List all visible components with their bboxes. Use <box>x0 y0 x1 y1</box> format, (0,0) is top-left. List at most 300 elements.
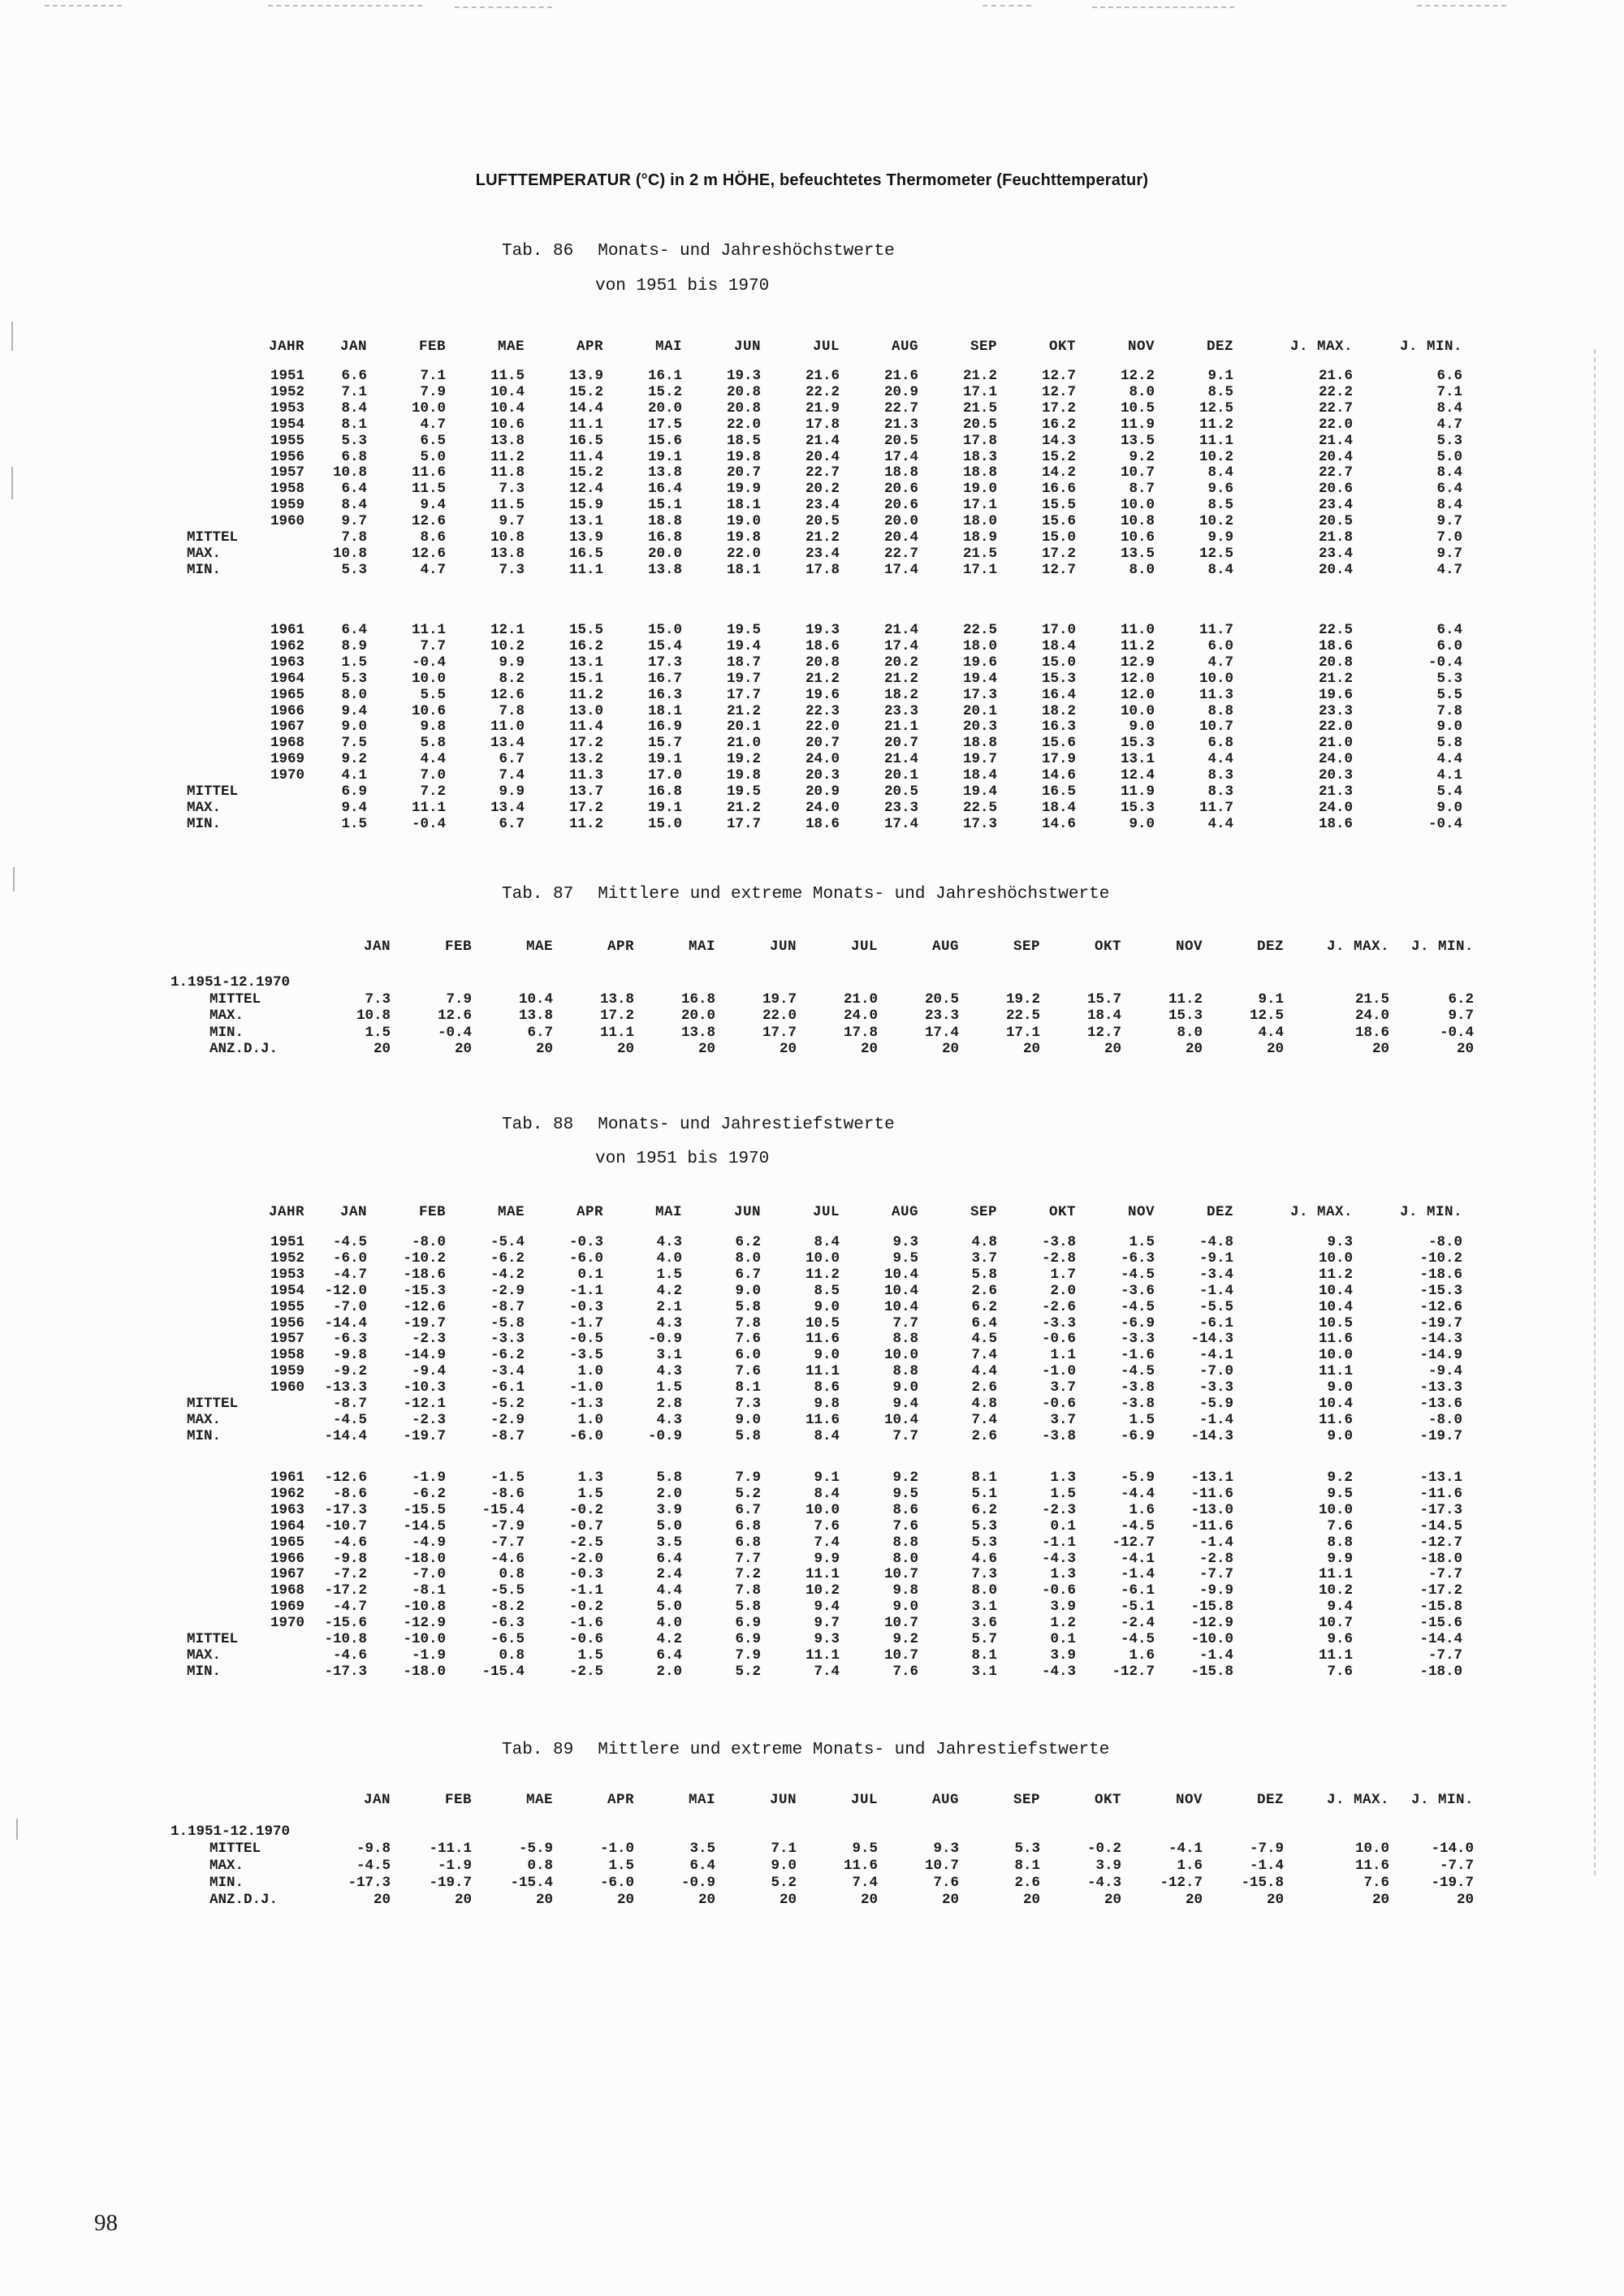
value-cell: -4.7 <box>332 1599 367 1616</box>
value-cell: 5.3 <box>971 1534 997 1551</box>
value-cell: 12.5 <box>1199 545 1233 562</box>
row-label: 1953 <box>270 399 304 416</box>
value-cell: 9.3 <box>814 1631 840 1648</box>
value-cell: 20.6 <box>883 481 918 498</box>
value-cell: -2.9 <box>490 1282 525 1299</box>
value-cell: 10.4 <box>883 1266 918 1283</box>
value-cell: 2.6 <box>1014 1875 1040 1891</box>
value-cell: -10.7 <box>324 1517 367 1534</box>
value-cell: 11.3 <box>568 767 603 784</box>
value-cell: -12.7 <box>1112 1663 1155 1680</box>
value-cell: 15.2 <box>568 464 603 481</box>
value-cell: 10.8 <box>490 529 525 546</box>
value-cell: 7.2 <box>735 1566 761 1583</box>
column-header: J. MAX. <box>1326 1792 1389 1808</box>
value-cell: 8.9 <box>341 637 367 654</box>
value-cell: 7.0 <box>1436 529 1462 546</box>
column-header: JAN <box>363 1792 391 1808</box>
value-cell: -14.0 <box>1431 1841 1474 1857</box>
period-label: 1.1951-12.1970 <box>171 974 291 990</box>
value-cell: 6.4 <box>656 1646 682 1664</box>
value-cell: -6.9 <box>1120 1427 1155 1444</box>
page-number: 98 <box>94 2210 118 2236</box>
row-label: MAX. <box>187 799 222 816</box>
value-cell: 1.3 <box>1050 1566 1076 1583</box>
value-cell: 17.8 <box>962 432 997 449</box>
value-cell: 20 <box>860 1892 878 1908</box>
value-cell: -15.5 <box>403 1501 446 1518</box>
value-cell: -2.5 <box>568 1534 603 1551</box>
row-label: MAX. <box>209 1008 244 1024</box>
value-cell: 20 <box>1185 1041 1203 1057</box>
table-row <box>110 1331 1462 1348</box>
value-cell: 12.5 <box>1199 399 1233 416</box>
value-cell: 20 <box>1185 1892 1203 1908</box>
value-cell: 9.0 <box>892 1599 918 1616</box>
value-cell: 9.0 <box>341 719 367 736</box>
value-cell: 21.2 <box>962 368 997 384</box>
value-cell: 6.8 <box>735 1517 761 1534</box>
value-cell: -0.3 <box>568 1566 603 1583</box>
value-cell: 19.6 <box>962 654 997 671</box>
value-cell: 17.3 <box>962 686 997 703</box>
table-row <box>110 1875 1474 1892</box>
value-cell: 20 <box>779 1892 797 1908</box>
value-cell: -2.3 <box>411 1331 446 1348</box>
value-cell: 9.2 <box>341 751 367 768</box>
value-cell: 21.8 <box>1318 529 1353 546</box>
value-cell: 14.6 <box>1041 767 1076 784</box>
value-cell: 17.4 <box>883 637 918 654</box>
value-cell: 9.4 <box>814 1599 840 1616</box>
value-cell: 5.2 <box>771 1875 797 1891</box>
row-label: 1960 <box>270 1379 304 1396</box>
value-cell: 12.4 <box>568 481 603 498</box>
value-cell: -2.4 <box>1120 1615 1155 1632</box>
value-cell: 10.6 <box>1120 529 1155 546</box>
value-cell: 23.3 <box>883 702 918 719</box>
value-cell: 21.2 <box>805 670 840 687</box>
value-cell: -1.1 <box>568 1582 603 1599</box>
value-cell: 16.6 <box>1041 481 1076 498</box>
value-cell: 11.4 <box>568 719 603 736</box>
value-cell: 4.0 <box>656 1249 682 1267</box>
value-cell: 23.4 <box>805 545 840 562</box>
value-cell: 20.7 <box>805 735 840 752</box>
value-cell: -14.4 <box>1419 1631 1462 1648</box>
value-cell: 11.1 <box>1199 432 1233 449</box>
table-row <box>110 1235 1462 1251</box>
value-cell: -4.5 <box>1120 1631 1155 1648</box>
value-cell: -19.7 <box>1431 1875 1474 1891</box>
value-cell: -10.3 <box>403 1379 446 1396</box>
value-cell: -4.8 <box>1199 1234 1233 1250</box>
value-cell: -13.0 <box>1190 1501 1233 1518</box>
value-cell: 1.0 <box>577 1411 603 1428</box>
value-cell: 6.8 <box>1207 735 1233 752</box>
value-cell: 13.5 <box>1120 545 1155 562</box>
row-label: MITTEL <box>187 1631 239 1648</box>
value-cell: 3.9 <box>1050 1646 1076 1664</box>
table-row <box>110 1823 1474 1841</box>
value-cell: 6.5 <box>420 432 446 449</box>
value-cell: 1.3 <box>577 1470 603 1486</box>
value-cell: -8.2 <box>490 1599 525 1616</box>
value-cell: -1.4 <box>1199 1646 1233 1664</box>
column-header: MAI <box>688 1792 715 1808</box>
value-cell: 5.3 <box>971 1517 997 1534</box>
value-cell: 7.9 <box>420 383 446 400</box>
value-cell: 13.8 <box>680 1024 715 1041</box>
value-cell: 1.5 <box>1050 1485 1076 1502</box>
value-cell: 22.0 <box>805 719 840 736</box>
value-cell: 19.1 <box>647 448 682 465</box>
value-cell: -1.4 <box>1199 1534 1233 1551</box>
value-cell: 22.7 <box>1318 399 1353 416</box>
column-header: MAI <box>654 1204 682 1220</box>
value-cell: 20.9 <box>883 383 918 400</box>
row-label: 1951 <box>270 1234 304 1250</box>
value-cell: 1.7 <box>1050 1266 1076 1283</box>
table-row <box>110 450 1462 466</box>
row-label: 1958 <box>270 1347 304 1364</box>
tab86-caption-title: Monats- und Jahreshöchstwerte <box>598 242 895 261</box>
value-cell: -15.8 <box>1241 1875 1284 1891</box>
header-row <box>110 939 1474 955</box>
table-row <box>110 1008 1474 1025</box>
value-cell: 15.5 <box>1041 497 1076 514</box>
value-cell: -12.0 <box>324 1282 367 1299</box>
value-cell: 4.1 <box>341 767 367 784</box>
value-cell: -1.9 <box>411 1646 446 1664</box>
value-cell: 4.4 <box>1258 1024 1284 1041</box>
value-cell: 11.8 <box>490 464 525 481</box>
row-label: MITTEL <box>187 783 239 801</box>
column-header: JAHR <box>268 339 304 355</box>
value-cell: 11.1 <box>568 561 603 578</box>
value-cell: -0.4 <box>1427 654 1462 671</box>
value-cell: -6.1 <box>1199 1314 1233 1331</box>
value-cell: -6.0 <box>568 1427 603 1444</box>
value-cell: 15.3 <box>1041 670 1076 687</box>
value-cell: 10.7 <box>1318 1615 1353 1632</box>
table-row <box>110 1380 1462 1396</box>
value-cell: 1.5 <box>577 1485 603 1502</box>
value-cell: 1.5 <box>1129 1234 1155 1250</box>
value-cell: -19.7 <box>403 1314 446 1331</box>
value-cell: 7.8 <box>341 529 367 546</box>
value-cell: 13.9 <box>568 529 603 546</box>
value-cell: 18.3 <box>962 448 997 465</box>
table-row <box>110 1396 1462 1413</box>
row-label: MAX. <box>187 545 222 562</box>
table-row <box>110 546 1462 563</box>
table-row <box>110 1616 1462 1632</box>
value-cell: 4.3 <box>656 1411 682 1428</box>
value-cell: 21.2 <box>1318 670 1353 687</box>
value-cell: 18.1 <box>647 702 682 719</box>
value-cell: 11.3 <box>1199 686 1233 703</box>
value-cell: -12.7 <box>1112 1534 1155 1551</box>
value-cell: 20.5 <box>924 990 959 1008</box>
value-cell: -14.4 <box>324 1314 367 1331</box>
row-label: 1957 <box>270 464 304 481</box>
value-cell: 20 <box>1104 1041 1121 1057</box>
value-cell: -1.5 <box>490 1470 525 1486</box>
value-cell: 20 <box>1022 1041 1040 1057</box>
value-cell: 8.5 <box>1207 383 1233 400</box>
value-cell: 10.8 <box>332 545 367 562</box>
value-cell: 5.3 <box>1436 432 1462 449</box>
value-cell: 10.6 <box>411 702 446 719</box>
value-cell: 1.1 <box>1050 1347 1076 1364</box>
value-cell: 7.3 <box>735 1396 761 1413</box>
value-cell: 12.9 <box>1120 654 1155 671</box>
value-cell: -17.3 <box>348 1875 391 1891</box>
value-cell: 9.0 <box>735 1282 761 1299</box>
value-cell: 11.9 <box>1120 416 1155 433</box>
value-cell: 6.4 <box>1436 481 1462 498</box>
value-cell: 17.1 <box>1005 1024 1040 1041</box>
value-cell: 11.5 <box>490 497 525 514</box>
value-cell: 6.8 <box>735 1534 761 1551</box>
value-cell: 5.8 <box>735 1427 761 1444</box>
value-cell: 9.8 <box>420 719 446 736</box>
value-cell: 8.6 <box>420 529 446 546</box>
value-cell: 9.0 <box>771 1858 797 1874</box>
value-cell: 10.8 <box>356 1008 391 1024</box>
value-cell: 21.2 <box>726 702 761 719</box>
value-cell: 5.8 <box>420 735 446 752</box>
value-cell: 23.4 <box>1318 497 1353 514</box>
value-cell: 8.6 <box>814 1379 840 1396</box>
value-cell: 8.0 <box>1129 383 1155 400</box>
column-header: NOV <box>1127 1204 1155 1220</box>
value-cell: 11.6 <box>805 1411 840 1428</box>
value-cell: 21.4 <box>805 432 840 449</box>
value-cell: 21.0 <box>726 735 761 752</box>
value-cell: 9.4 <box>1327 1599 1353 1616</box>
value-cell: 2.6 <box>971 1427 997 1444</box>
column-header: JUL <box>812 339 840 355</box>
row-label: 1953 <box>270 1266 304 1283</box>
value-cell: 21.4 <box>1318 432 1353 449</box>
value-cell: -4.5 <box>332 1411 367 1428</box>
value-cell: 20 <box>373 1041 391 1057</box>
value-cell: 20 <box>1456 1041 1474 1057</box>
value-cell: -3.3 <box>1199 1379 1233 1396</box>
value-cell: 11.1 <box>805 1646 840 1664</box>
value-cell: 20 <box>860 1041 878 1057</box>
value-cell: -18.0 <box>1419 1663 1462 1680</box>
value-cell: -5.4 <box>490 1234 525 1250</box>
value-cell: 13.1 <box>568 513 603 530</box>
tab89-caption-number: Tab. 89 <box>502 1741 574 1759</box>
value-cell: 20.9 <box>805 783 840 801</box>
column-header: JUN <box>769 939 797 955</box>
value-cell: 13.2 <box>568 751 603 768</box>
value-cell: 13.0 <box>568 702 603 719</box>
tab88-caption <box>502 1116 895 1134</box>
table-row <box>110 1470 1462 1487</box>
value-cell: 12.1 <box>490 622 525 638</box>
row-label: ANZ.D.J. <box>209 1892 279 1908</box>
value-cell: -12.9 <box>1190 1615 1233 1632</box>
value-cell: -10.0 <box>403 1631 446 1648</box>
value-cell: -15.4 <box>482 1663 525 1680</box>
value-cell: 17.2 <box>568 735 603 752</box>
column-header: NOV <box>1175 939 1203 955</box>
value-cell: 10.6 <box>490 416 525 433</box>
value-cell: 18.8 <box>962 464 997 481</box>
value-cell: 15.2 <box>1041 448 1076 465</box>
row-label: 1969 <box>270 1599 304 1616</box>
value-cell: 11.1 <box>1318 1566 1353 1583</box>
value-cell: 11.2 <box>568 815 603 832</box>
value-cell: 9.7 <box>341 513 367 530</box>
value-cell: 15.3 <box>1120 799 1155 816</box>
value-cell: 9.7 <box>1448 1008 1474 1024</box>
row-label: 1960 <box>270 513 304 530</box>
table-row <box>110 768 1462 784</box>
value-cell: -4.1 <box>1168 1841 1203 1857</box>
value-cell: -19.7 <box>403 1427 446 1444</box>
value-cell: 5.0 <box>656 1517 682 1534</box>
value-cell: -3.8 <box>1041 1234 1076 1250</box>
row-label: 1966 <box>270 1550 304 1567</box>
value-cell: -15.4 <box>510 1875 553 1891</box>
row-label: 1952 <box>270 383 304 400</box>
value-cell: 9.0 <box>1436 799 1462 816</box>
value-cell: -1.9 <box>437 1858 472 1874</box>
value-cell: 5.0 <box>1436 448 1462 465</box>
value-cell: 4.8 <box>971 1234 997 1250</box>
column-header: FEB <box>444 939 472 955</box>
value-cell: 9.6 <box>1207 481 1233 498</box>
value-cell: 11.6 <box>1318 1411 1353 1428</box>
table-row <box>110 1348 1462 1364</box>
value-cell: -1.4 <box>1249 1858 1284 1874</box>
value-cell: 10.8 <box>332 464 367 481</box>
scan-artifact <box>983 5 1031 6</box>
value-cell: -4.5 <box>1120 1363 1155 1380</box>
value-cell: -1.0 <box>1041 1363 1076 1380</box>
value-cell: 6.2 <box>971 1298 997 1315</box>
column-header: MAI <box>654 339 682 355</box>
value-cell: 10.4 <box>490 383 525 400</box>
value-cell: 7.7 <box>420 637 446 654</box>
column-header: JAN <box>339 339 367 355</box>
value-cell: 9.2 <box>1129 448 1155 465</box>
value-cell: 9.9 <box>814 1550 840 1567</box>
value-cell: 4.3 <box>656 1363 682 1380</box>
value-cell: 16.8 <box>647 783 682 801</box>
value-cell: 7.3 <box>971 1566 997 1583</box>
column-header: JUL <box>850 1792 878 1808</box>
value-cell: -0.3 <box>568 1298 603 1315</box>
value-cell: -11.6 <box>1419 1485 1462 1502</box>
value-cell: 16.9 <box>647 719 682 736</box>
value-cell: 11.9 <box>1120 783 1155 801</box>
value-cell: -1.3 <box>568 1396 603 1413</box>
value-cell: 20 <box>1371 1041 1389 1057</box>
value-cell: 7.0 <box>420 767 446 784</box>
value-cell: -18.0 <box>403 1550 446 1567</box>
column-header: AUG <box>891 1204 918 1220</box>
value-cell: 16.5 <box>568 545 603 562</box>
value-cell: 11.0 <box>490 719 525 736</box>
value-cell: 15.9 <box>568 497 603 514</box>
row-label: 1954 <box>270 416 304 433</box>
value-cell: 23.3 <box>883 799 918 816</box>
value-cell: -15.6 <box>1419 1615 1462 1632</box>
value-cell: 3.1 <box>656 1347 682 1364</box>
value-cell: 11.2 <box>568 686 603 703</box>
value-cell: 6.4 <box>971 1314 997 1331</box>
value-cell: 9.8 <box>814 1396 840 1413</box>
value-cell: 10.0 <box>805 1249 840 1267</box>
value-cell: 4.6 <box>971 1550 997 1567</box>
value-cell: 23.3 <box>924 1008 959 1024</box>
value-cell: 6.8 <box>341 448 367 465</box>
value-cell: 10.2 <box>490 637 525 654</box>
value-cell: -0.2 <box>1086 1841 1121 1857</box>
value-cell: -5.5 <box>490 1582 525 1599</box>
value-cell: 11.7 <box>1199 799 1233 816</box>
value-cell: 10.2 <box>1318 1582 1353 1599</box>
value-cell: 11.2 <box>1120 637 1155 654</box>
table-row <box>110 1267 1462 1284</box>
table-row <box>110 1841 1474 1858</box>
column-header: AUG <box>931 1792 959 1808</box>
value-cell: 7.6 <box>1363 1875 1389 1891</box>
value-cell: 19.5 <box>726 622 761 638</box>
value-cell: 20 <box>616 1892 634 1908</box>
value-cell: 7.3 <box>499 481 525 498</box>
value-cell: -7.7 <box>1199 1566 1233 1583</box>
row-label: 1968 <box>270 735 304 752</box>
value-cell: 14.2 <box>1041 464 1076 481</box>
value-cell: 7.7 <box>735 1550 761 1567</box>
value-cell: -0.9 <box>647 1427 682 1444</box>
table-row <box>110 688 1462 704</box>
value-cell: -9.2 <box>332 1363 367 1380</box>
value-cell: 3.7 <box>1050 1379 1076 1396</box>
value-cell: 17.4 <box>883 448 918 465</box>
value-cell: 8.2 <box>499 670 525 687</box>
value-cell: -8.6 <box>332 1485 367 1502</box>
value-cell: 22.7 <box>805 464 840 481</box>
value-cell: 4.4 <box>971 1363 997 1380</box>
value-cell: 10.7 <box>1199 719 1233 736</box>
value-cell: 10.4 <box>1318 1298 1353 1315</box>
value-cell: 7.6 <box>1327 1663 1353 1680</box>
value-cell: 0.1 <box>1050 1517 1076 1534</box>
value-cell: 10.0 <box>1318 1501 1353 1518</box>
value-cell: 1.3 <box>1050 1470 1076 1486</box>
value-cell: 17.3 <box>647 654 682 671</box>
value-cell: 16.8 <box>647 529 682 546</box>
value-cell: 2.0 <box>1050 1282 1076 1299</box>
value-cell: 9.8 <box>892 1582 918 1599</box>
value-cell: 20 <box>1371 1892 1389 1908</box>
value-cell: 6.0 <box>735 1347 761 1364</box>
value-cell: 7.3 <box>365 990 391 1008</box>
value-cell: 21.2 <box>883 670 918 687</box>
value-cell: 4.3 <box>656 1314 682 1331</box>
value-cell: 20.3 <box>962 719 997 736</box>
value-cell: -15.3 <box>403 1282 446 1299</box>
